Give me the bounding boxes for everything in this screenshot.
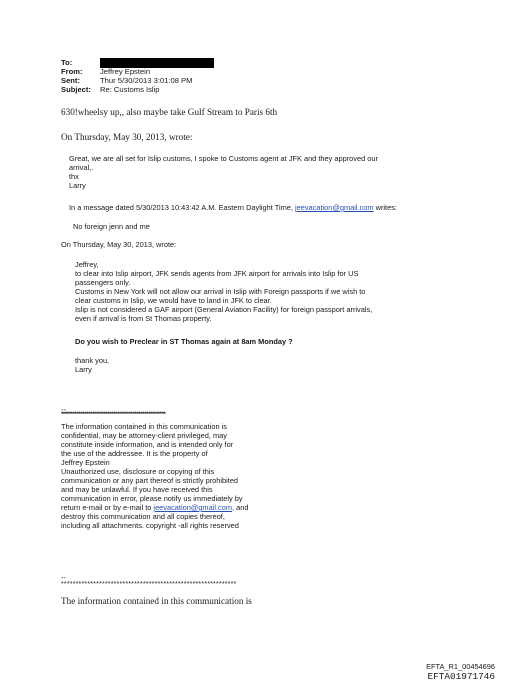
disclaimer-part-a: The information contained in this communication is confidential, may be attorney-client privileged, may constitute inside information, and is intended only for the use of the addressee. It is the property of Jeffrey Epstein Unauthorized use, disclosure or copying of this communication or any part thereof is strictly prohibited and may be unlawful. If you have received this communication in error, please notify us immediately by return e-mail or by e-mail to: [61, 422, 243, 512]
second-quote-body: Jeffrey, to clear into Islip airport, JFK sends agents from JFK airport for arrivals into Islip for US passengers only. Customs in New York will not allow our arrival in Islip with Foreign passports if we wish to clear customs in Islip, we would have to land in JFK to clear. Islip is not considered a GAF airport (General Aviation Facility) for foreign passport arrivals, even if arrival is from St Thomas property.: [75, 260, 373, 323]
subject-value: Re: Customs Islip: [100, 85, 160, 94]
first-quote-intro: On Thursday, May 30, 2013, wrote:: [61, 132, 193, 142]
signature-stars: ******************************************************: [61, 412, 166, 418]
nested-intro-email-link[interactable]: jeevacation@gmail.com: [294, 203, 374, 212]
second-quote-closing: thank you, Larry: [75, 356, 110, 374]
signature-dashes: --: [61, 405, 66, 414]
nested-intro-suffix: writes:: [373, 203, 397, 212]
from-label: From:: [61, 67, 83, 76]
footer-dashes: --: [61, 573, 66, 582]
footer-text: The information contained in this communication is: [61, 596, 252, 606]
disclaimer-email-link[interactable]: jeevacation@gmail.com: [153, 503, 232, 512]
disclaimer-part-b: , and destroy this communication and all copies thereof, including all attachments. copyright -all rights reserved: [61, 503, 249, 530]
footer-stars: ************************************************************: [61, 581, 237, 588]
sent-value: Thur 5/30/2013 3:01:08 PM: [100, 76, 193, 85]
first-quote-body: Great, we are all set for Islip customs, I spoke to Customs agent at JFK and they approved our arrival,. thx Larry: [69, 154, 378, 190]
subject-label: Subject:: [61, 85, 91, 94]
disclaimer-text: [61, 422, 248, 530]
to-label: To:: [61, 58, 73, 67]
bates-number-2: EFTA01971746: [427, 671, 495, 682]
nested-intro-prefix: In a message dated 5/30/2013 10:43:42 A.M. Eastern Daylight Time,: [69, 203, 295, 212]
second-quote-question: Do you wish to Preclear in ST Thomas again at 8am Monday ?: [75, 337, 293, 346]
bates-number-1: EFTA_R1_00454696: [426, 662, 495, 671]
nested-message-intro: [69, 203, 397, 212]
sent-label: Sent:: [61, 76, 80, 85]
from-value: Jeffrey Epstein: [100, 67, 151, 76]
reply-line: 630!wheelsy up,, also maybe take Gulf Stream to Paris 6th: [61, 107, 278, 117]
nested-message-text: No foreign jenn and me: [73, 222, 150, 231]
second-quote-intro: On Thursday, May 30, 2013, wrote:: [61, 240, 177, 249]
